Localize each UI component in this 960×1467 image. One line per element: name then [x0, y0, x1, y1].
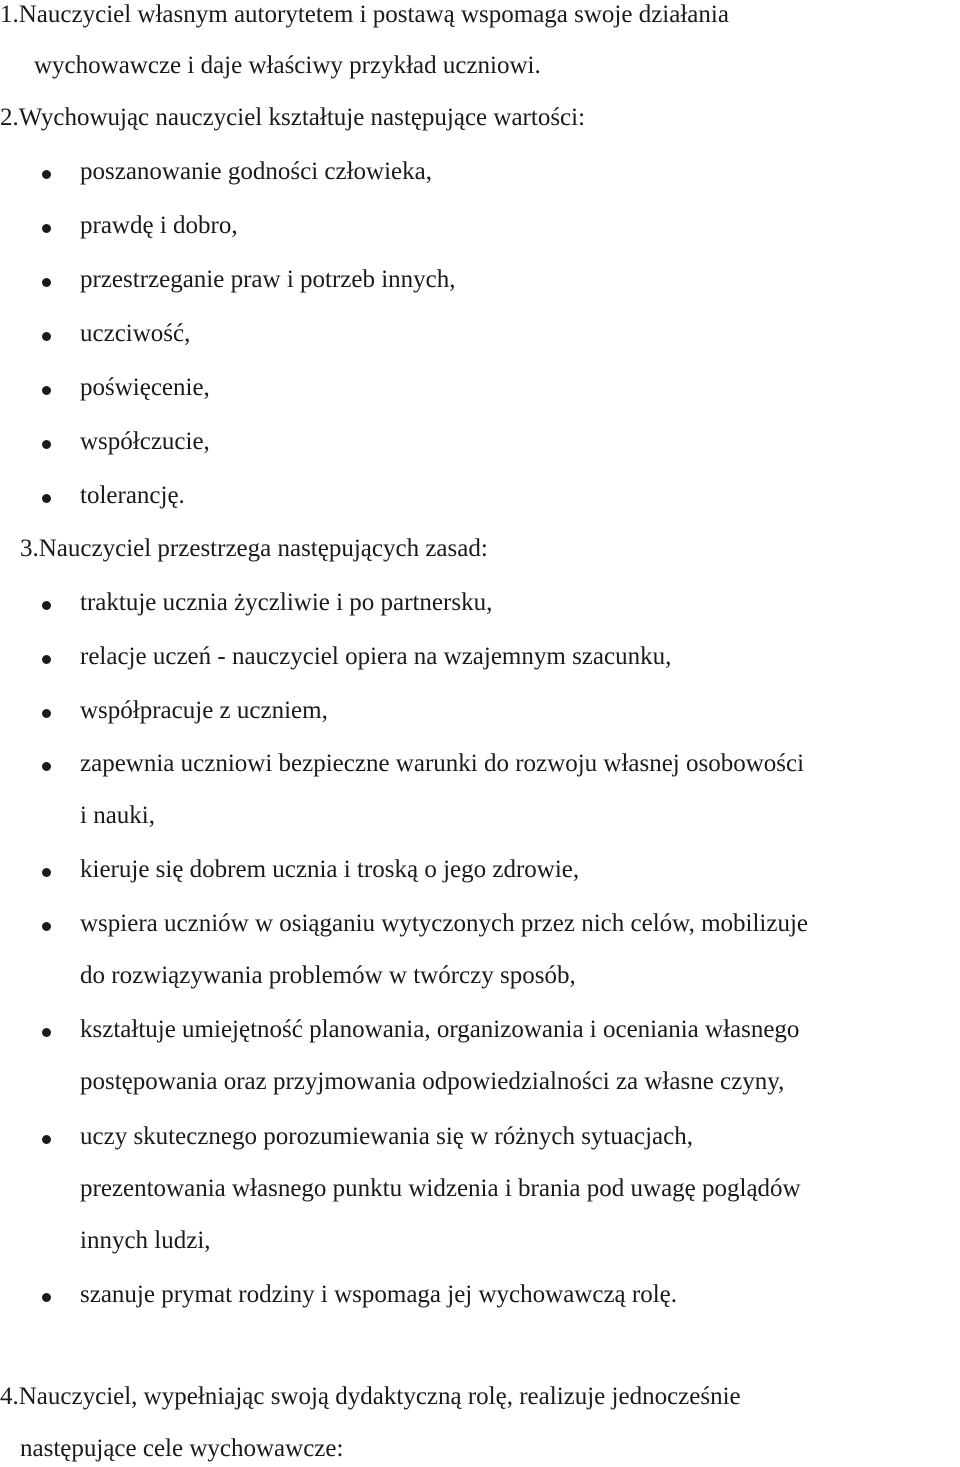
section3-item-9: szanuje prymat rodziny i wspomaga jej wychowawczą rolę.	[80, 1281, 678, 1308]
section3-item-5: kieruje się dobrem ucznia i troską o jego zdrowie,	[80, 856, 580, 883]
section1-line2: wychowawcze i daje właściwy przykład uczniowi.	[34, 52, 541, 79]
section1-line1: 1.Nauczyciel własnym autorytetem i postawą wspomaga swoje działania	[0, 1, 729, 28]
section3-item-7a: kształtuje umiejętność planowania, organizowania i oceniania własnego	[80, 1016, 800, 1043]
bullet-icon	[42, 1028, 51, 1037]
section2-item-4: uczciwość,	[80, 320, 191, 347]
section4-line1: 4.Nauczyciel, wypełniając swoją dydaktyczną rolę, realizuje jednocześnie	[0, 1383, 741, 1410]
section3-item-7b: postępowania oraz przyjmowania odpowiedzialności za własne czyny,	[80, 1068, 785, 1095]
bullet-icon	[42, 386, 51, 395]
section2-heading: 2.Wychowując nauczyciel kształtuje następujące wartości:	[0, 104, 586, 131]
section3-item-6b: do rozwiązywania problemów w twórczy sposób,	[80, 962, 576, 989]
section2-item-6: współczucie,	[80, 428, 210, 455]
section3-item-8a: uczy skutecznego porozumiewania się w różnych sytuacjach,	[80, 1123, 693, 1150]
section2-item-5: poświęcenie,	[80, 374, 210, 401]
section2-item-7: tolerancję.	[80, 482, 185, 509]
bullet-icon	[42, 440, 51, 449]
section3-item-8b: prezentowania własnego punktu widzenia i brania pod uwagę poglądów	[80, 1175, 801, 1202]
bullet-icon	[42, 278, 51, 287]
section3-item-3: współpracuje z uczniem,	[80, 697, 328, 724]
section3-item-8c: innych ludzi,	[80, 1227, 211, 1254]
section3-item-2: relacje uczeń - nauczyciel opiera na wzajemnym szacunku,	[80, 643, 672, 670]
bullet-icon	[42, 762, 51, 771]
section3-heading: 3.Nauczyciel przestrzega następujących zasad:	[20, 535, 488, 562]
section3-item-4b: i nauki,	[80, 802, 155, 829]
bullet-icon	[42, 494, 51, 503]
section2-item-3: przestrzeganie praw i potrzeb innych,	[80, 266, 456, 293]
bullet-icon	[42, 1135, 51, 1144]
bullet-icon	[42, 709, 51, 718]
section4-line2: następujące cele wychowawcze:	[20, 1435, 344, 1462]
bullet-icon	[42, 601, 51, 610]
section3-item-4a: zapewnia uczniowi bezpieczne warunki do rozwoju własnej osobowości	[80, 750, 805, 777]
bullet-icon	[42, 224, 51, 233]
bullet-icon	[42, 655, 51, 664]
bullet-icon	[42, 332, 51, 341]
bullet-icon	[42, 922, 51, 931]
section2-item-2: prawdę i dobro,	[80, 212, 238, 239]
bullet-icon	[42, 1293, 51, 1302]
bullet-icon	[42, 868, 51, 877]
section2-item-1: poszanowanie godności człowieka,	[80, 158, 432, 185]
bullet-icon	[42, 170, 51, 179]
section3-item-6a: wspiera uczniów w osiąganiu wytyczonych przez nich celów, mobilizuje	[80, 910, 808, 937]
section3-item-1: traktuje ucznia życzliwie i po partnersku,	[80, 589, 493, 616]
